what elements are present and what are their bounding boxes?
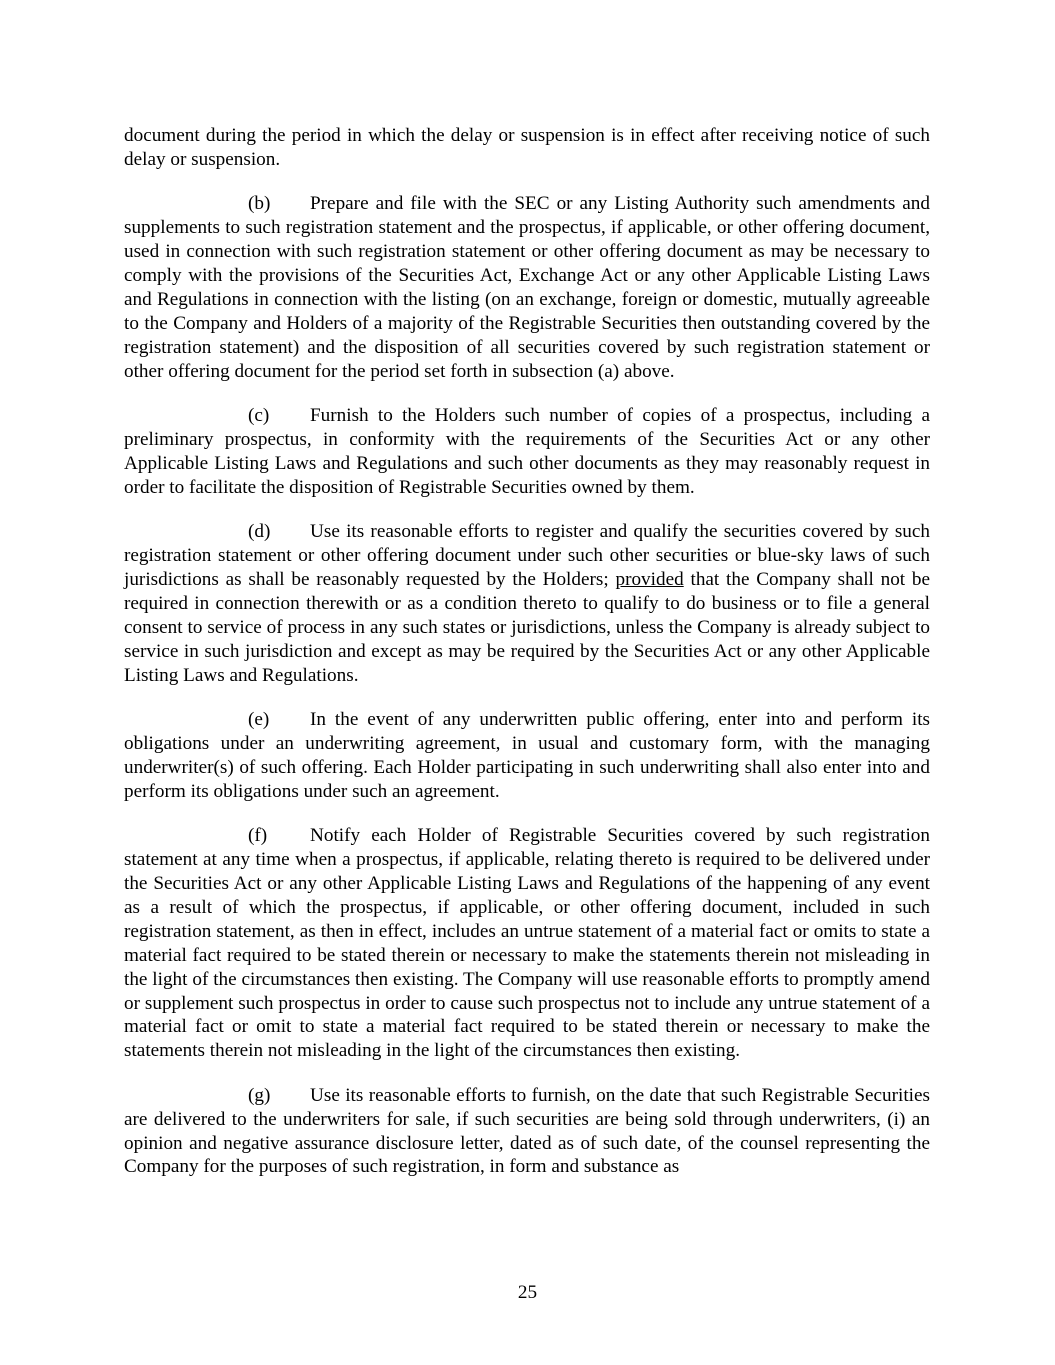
clause-c-paragraph bbox=[124, 404, 930, 500]
clause-label: (b) bbox=[248, 193, 271, 215]
intro-paragraph: document during the period in which the delay or suspension is in effect after receiving notice of such delay or suspension. bbox=[124, 125, 930, 170]
clause-text: In the event of any underwritten public offering, enter into and perform its obligations under an underwriting agreement, in usual and customary form, with the managing underwriter(s) of such offering. Each Holder participating in such underwriting shall also enter into and perform its obligations under such an agreement. bbox=[124, 709, 930, 802]
clause-text: Notify each Holder of Registrable Securities covered by such registration statement at any time when a prospectus, if applicable, relating thereto is required to be delivered under the Securities Act or any other Applicable Listing Laws and Regulations of the happening of any event as a result of which the prospectus, if applicable, or other offering document, included in such registration statement, as then in effect, includes an untrue statement of a material fact or omits to state a material fact required to be stated therein or necessary to make the statements therein not misleading in the light of the circumstances then existing. The Company will use reasonable efforts to promptly amend or supplement such prospectus in order to cause such prospectus not to include any untrue statement of a material fact or omit to state a material fact required to be stated therein or necessary to make the statements therein not misleading in the light of the circumstances then existing. bbox=[124, 825, 930, 1062]
clause-label: (f) bbox=[248, 825, 268, 847]
clause-text-before: Use its reasonable efforts to register and qualify the securities covered by such registration statement or other offering document under such other securities or blue-sky laws of such jurisdictions as shall be reasonably requested by the Holders; bbox=[124, 521, 930, 590]
provided-underlined-term: provided bbox=[615, 569, 684, 590]
clause-b-paragraph bbox=[124, 192, 930, 383]
clause-text: Prepare and file with the SEC or any Listing Authority such amendments and supplements to such registration statement and the prospectus, if applicable, or other offering document, used in connection with such registration statement or other offering document as may be necessary to comply with the provisions of the Securities Act, Exchange Act or any other Applicable Listing Laws and Regulations in connection with the listing (on an exchange, foreign or domestic, mutually agreeable to the Company and Holders of a majority of the Registrable Securities then outstanding covered by the registration statement) and the disposition of all securities covered by such registration statement or other offering document for the period set forth in subsection (a) above. bbox=[124, 193, 930, 382]
clause-label: (e) bbox=[248, 709, 270, 731]
clause-label: (d) bbox=[248, 521, 271, 543]
clause-label: (g) bbox=[248, 1084, 271, 1106]
clause-d-paragraph bbox=[124, 520, 930, 687]
document-body bbox=[124, 124, 930, 1200]
clause-g-paragraph bbox=[124, 1084, 930, 1180]
clause-text: Use its reasonable efforts to furnish, on the date that such Registrable Securities are delivered to the underwriters for sale, if such securities are being sold through underwriters, (i) an opinion and negative assurance disclosure letter, dated as of such date, of the counsel representing the Company for the purposes of such registration, in form and substance as bbox=[124, 1084, 930, 1178]
clause-text-after: that the Company shall not be required in connection therewith or as a condition thereto to qualify to do business or to file a general consent to service of process in any such states or jurisdictions, unless the Company is already subject to service in such jurisdiction and except as may be required by the Securities Act or any other Applicable Listing Laws and Regulations. bbox=[124, 569, 931, 686]
clause-text: Furnish to the Holders such number of copies of a prospectus, including a preliminary prospectus, in conformity with the requirements of the Securities Act or any other Applicable Listing Laws and Regulations and such other documents as they may reasonably request in order to facilitate the disposition of Registrable Securities owned by them. bbox=[124, 405, 930, 498]
clause-e-paragraph bbox=[124, 708, 930, 804]
clause-f-paragraph bbox=[124, 824, 930, 1063]
page-number: 25 bbox=[517, 1282, 538, 1303]
clause-label: (c) bbox=[248, 405, 270, 427]
